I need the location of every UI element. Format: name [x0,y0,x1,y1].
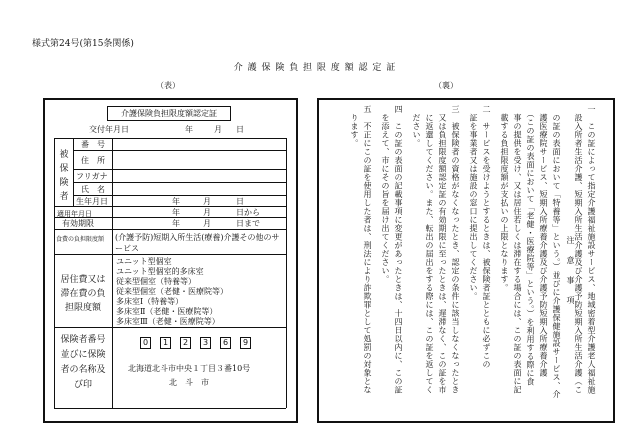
note-line: の証の表面において「特養等」という。）並びに介護保健施設サービス、介 [552,105,561,399]
issue-year-label: 年 [185,125,193,134]
insurer-digit: 6 [220,337,231,349]
note-line: 護医療院サービス、短期入所療養介護及び介護予防短期入所療養介護 [539,105,548,377]
note-line: 二 サービスを受けようとするときは、被保険者証とともに必ずこの [482,105,491,369]
note-line: に返還してください。また、転出の届出をする際には、この証を返してく [425,105,434,394]
furigana-label: フリガナ [76,172,108,181]
insurer-label: 保険者番号並びに保険者の名称及び印 [60,335,106,390]
note-line: 一 この証によって指定介護福祉施設サービス、地域密着型介護老人福祉施 [587,105,596,394]
form-number: 様式第24号(第15条関係) [32,39,134,49]
insurer-digit: 0 [140,337,151,349]
applied-year: 年 [172,208,180,217]
expiry-until: 日まで [236,219,260,228]
insurer-digit: 1 [160,337,171,349]
card-heading: 介護保険負担限度額認定証 [121,109,217,118]
expiry-year: 年 [172,219,180,228]
notes-heading: 注 意 事 項 [566,236,575,306]
birth-month: 月 [203,197,211,206]
name-label: 氏 名 [81,185,105,194]
insurer-digit: 9 [240,337,251,349]
expiry-label: 有効期限 [62,219,94,228]
insured-label: 被 保 険 者 [59,150,69,202]
birth-day: 日 [236,197,244,206]
birth-year: 年 [172,197,180,206]
birth-label: 生年月日 [76,197,108,206]
room-type-item: 従来型個室（老健・医療院等） [116,287,228,296]
note-line: 又は負担限度額認定証の有効期限に至ったときは、遅滞なく、この証を市 [438,105,447,394]
room-type-item: ユニット型個室 [116,257,172,266]
note-line: （この証の表面において「老健・医療院等」という。）を利用する際に食 [526,105,535,386]
note-line: 三 被保険者の資格がなくなったとき、認定の条件に該当しなくなったとき [451,105,460,394]
insurer-address: 北海道北斗市中央１丁目３番10号 [128,364,251,373]
insurer-digit: 3 [200,337,211,349]
note-line: ださい。 [412,105,421,148]
applied-label: 適用年月日 [57,210,92,218]
issue-date-label: 交付年月日 [89,125,129,134]
note-line: 載する負担限度額が支払いの上限となります。 [500,105,509,292]
front-label: （表） [156,81,180,90]
note-line: 五 不正にこの証を使用した者は、刑法により詐欺罪として処罰の対象とな [363,105,372,394]
room-limit-label: 居住費又は滞在費の負担限度額 [60,275,106,313]
address-label: 住 所 [81,156,105,165]
note-line: ります。 [350,105,359,148]
insurer-digit: 2 [180,337,191,349]
service-label: (介護予防)短期入所生活(療養)介護その他のサービス [115,233,280,253]
room-types-list [116,257,228,327]
number-label: 番 号 [81,140,105,149]
room-type-item: 多床室Ⅱ（老健・医療院等） [116,307,218,316]
page-title: 介 護 保 険 負 担 限 度 額 認 定 証 [233,63,397,73]
note-line: 事の提供を受け、又は居住若しくは滞在する場合には、この証の表面に記 [513,105,522,394]
applied-month: 月 [203,208,211,217]
issue-day-label: 日 [236,125,244,134]
expiry-month: 月 [203,219,211,228]
room-type-item: ユニット型個室的多床室 [116,267,204,276]
note-line: を添えて、市にその旨を届け出てください。 [381,105,390,284]
room-type-item: 従来型個室（特養等） [116,277,196,286]
insurer-name: 北 斗 市 [169,378,209,387]
note-line: 四 この証の表面の記載事項に変更があったときは、十四日以内に、この証 [394,105,403,394]
note-line: 設入所者生活介護、短期入所生活介護及び介護予防短期入所生活介護（こ [574,105,583,394]
back-label: （裏） [434,81,458,90]
room-type-item: 多床室Ⅲ（老健・医療院等） [116,317,220,326]
issue-month-label: 月 [214,125,222,134]
note-line: 証を事業者又は施設の窓口に提出してください。 [469,105,478,301]
room-type-item: 多床室Ⅰ（特養等） [116,297,184,306]
applied-from: 日から [236,208,260,217]
card-heading-box [107,106,231,121]
food-limit-label: 食費の負担限度額 [56,236,105,243]
